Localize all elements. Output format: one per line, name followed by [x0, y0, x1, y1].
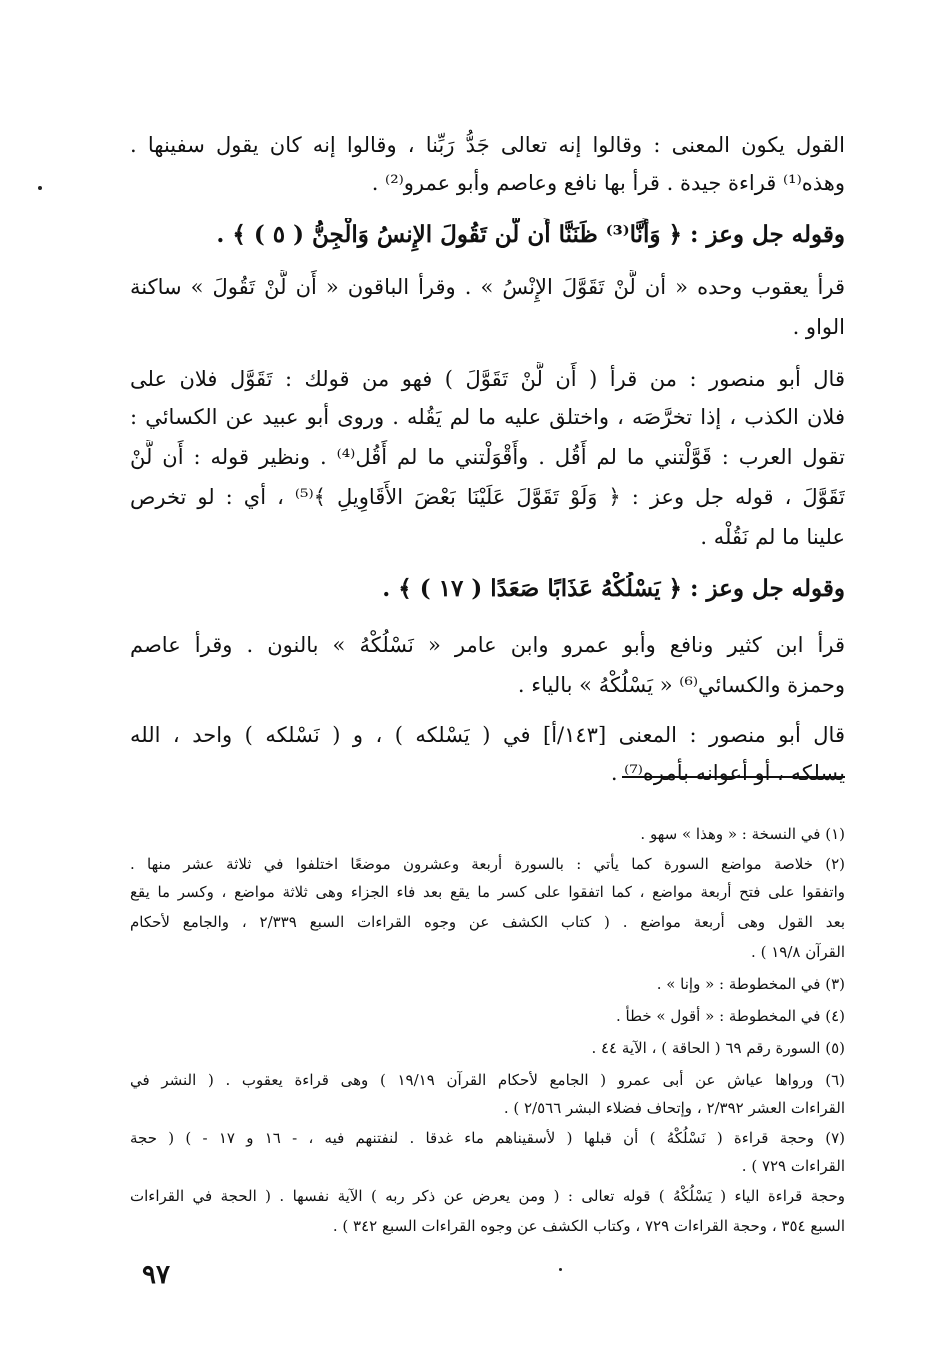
- footnote-7-line-4: السبع ٣٥٤ ، وحجة القراءات ٧٢٩ ، وكتاب الكشف عن وجوه القراءات السبع ٣٤٢ ) .: [332, 1217, 845, 1235]
- body-line-6: قال أبو منصور : من قرأ ( أَن لَّنْ تَقَوَّلَ ) فهو من قولك : تَقَوَّل فلان على: [130, 367, 845, 391]
- body-line-1: القول يكون المعنى : وقالوا إنه تعالى جَدُّ رَبِّنا ، وقالوا إنه كان يقول سفينها .: [130, 133, 845, 157]
- footnote-2-line-1: (٢) خلاصة مواضع السورة كما يأتي : بالسورة أربعة وعشرون موضعًا اختلفوا في ثلاثة عشر منها .: [130, 855, 845, 873]
- footnote-separator: [622, 776, 845, 778]
- footnote-7-line-3: وحجة قراءة الياء ( يَسْلُكْهُ ) قوله تعالى : ( ومن يعرض عن ذكر ربه ) الآية نفسها . ( الحجة في القراءات: [130, 1187, 845, 1205]
- verse-heading-17: وقوله جل وعز : ﴿ يَسْلُكْهُ عَذَابًا صَعَدًا ( ١٧ ) ﴾ .: [382, 575, 845, 602]
- body-line-10: علينا ما لم نَقُلْه .: [700, 525, 845, 549]
- body-line-13: وحمزة والكسائي⁽⁶⁾ « يَسْلُكْهُ » بالياء .: [517, 673, 845, 697]
- footnote-2-line-3: بعد القول وهى أربعة مواضع . ( كتاب الكشف عن وجوه القراءات السبع ٢/٣٣٩ ، والجامع لأحكام: [130, 913, 845, 931]
- body-line-2: وهذه⁽¹⁾ قراءة جيدة . قرأ بها نافع وعاصم وأبو عمرو⁽²⁾ .: [371, 171, 845, 195]
- body-line-8: تقول العرب : قَوَّلْتني ما لم أَقُل . وأَقْوَلْتني ما لم أَقُل⁽⁴⁾ . ونظير قوله : أَن لَّنْ: [130, 445, 845, 469]
- footnote-2-line-2: واتفقوا على فتح أربعة مواضع ، كما اتفقوا على كسر ما يقع بعد فاء الجزاء وهى ثلاثة مواضع ، وكسر ما يقع: [130, 883, 845, 901]
- body-line-14: قال أبو منصور : المعنى [١٤٣/أ] في ( يَسْلكه ) ، و ( نَسْلكه ) واحد ، الله: [130, 723, 845, 747]
- footnote-6-line-2: القراءات العشر ٢/٣٩٢ ، وإتحاف فضلاء البشر ٢/٥٦٦ ) .: [503, 1099, 845, 1117]
- page-number: ٩٧: [142, 1260, 170, 1290]
- speck-mark: [559, 1268, 562, 1271]
- footnote-1: (١) في النسخة : « وهذا » سهو .: [640, 825, 845, 843]
- body-line-9: تَقَوَّلَ ، قوله جل وعز : ﴿ وَلَوْ تَقَوَّلَ عَلَيْنَا بَعْضَ الأَقَاوِيلِ ﴾⁽⁵⁾ ، أي : لو تخرص: [130, 485, 845, 509]
- body-line-15: يسلكه ، أو أعوانه بأمره⁽⁷⁾ .: [610, 761, 845, 785]
- footnote-6-line-1: (٦) ورواها عياش عن أبى عمرو ( الجامع لأحكام القرآن ١٩/١٩ ) وهى قراءة يعقوب . ( النشر في: [130, 1071, 845, 1089]
- footnote-5: (٥) السورة رقم ٦٩ ( الحاقة ) ، الآية ٤٤ .: [591, 1039, 845, 1057]
- footnote-3: (٣) في المخطوطة : « وإنا » .: [656, 975, 845, 993]
- body-line-7: فلان الكذب ، إذا تخرَّصَه ، واختلق عليه ما لم يَقُله . وروى أبو عبيد عن الكسائي :: [130, 405, 845, 429]
- footnote-7-line-2: القراءات ٧٢٩ ) .: [741, 1157, 845, 1175]
- body-line-12: قرأ ابن كثير ونافع وأبو عمرو وابن عامر « نَسْلُكْهُ » بالنون . وقرأ عاصم: [130, 633, 845, 657]
- speck-mark: [38, 186, 42, 190]
- body-line-5: الواو .: [792, 315, 845, 339]
- verse-heading-5: وقوله جل وعز : ﴿ وَأَنَّا⁽³⁾ ظَنَنَّا أَن لَّن تَقُولَ الإِنسُ وَالْجِنُّ ( ٥ ) ﴾ .: [216, 221, 845, 248]
- footnote-2-line-4: القرآن ١٩/٨ ) .: [751, 943, 845, 961]
- footnote-7-line-1: (٧) وحجة قراءة ( نَسْلُكْهُ ) أن قبلها ( لأسقيناهم ماء غدقا . لنفتنهم فيه ، - ١٦ و ١٧ - ) ( حجة: [130, 1129, 845, 1147]
- footnote-4: (٤) في المخطوطة : « أقول » خطأ .: [615, 1007, 845, 1025]
- body-line-4: قرأ يعقوب وحده « أن لَّنْ تَقَوَّلَ الإِنْسُ » . وقرأ الباقون « أَن لَّنْ تَقُولَ » ساكنة: [130, 275, 845, 299]
